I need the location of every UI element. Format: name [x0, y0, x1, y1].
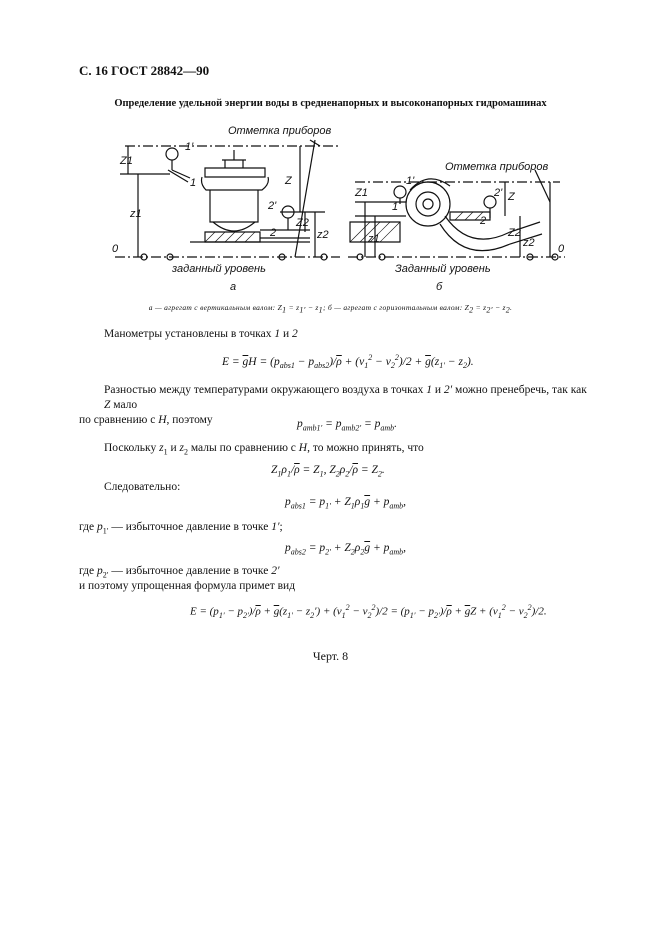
formula-pabs2: $p_{abs2} = p_{2'} + Z_2\rho_2\overline{g} + p_{amb}$,	[285, 542, 406, 557]
paragraph-where-p2: где $p_{2'}$ — избыточное давление в точке 2′	[79, 565, 280, 580]
right-letter: б	[436, 281, 443, 293]
right-dim-z2: z2	[523, 237, 535, 249]
formula-ambient: $p_{amb1'} = p_{amb2'} = p_{amb}$.	[297, 418, 397, 433]
left-dim-Z: Z	[285, 175, 292, 187]
left-level-label: заданный уровень	[172, 263, 266, 275]
figure-title: Определение удельной энергии воды в средненапорных и высоконапорных гидромашинах	[114, 98, 547, 109]
paragraph-manometers: Манометры установлены в точках 1 и 2	[104, 328, 298, 340]
paragraph-where-p1: где $p_{1'}$ — избыточное давление в точке 1′;	[79, 521, 283, 536]
right-dim-Z2: Z2	[508, 227, 521, 239]
right-instrument-label: Отметка приборов	[445, 161, 549, 173]
right-point-2: 2	[480, 215, 487, 227]
right-point-2p: 2'	[494, 187, 503, 199]
drawing-number: Черт. 8	[312, 649, 349, 663]
left-point-2: 2	[270, 227, 277, 239]
right-zero-label: 0	[558, 243, 565, 255]
right-dim-Z1: Z1	[355, 187, 368, 199]
left-dim-Z1: Z1	[120, 155, 133, 167]
left-point-2p: 2'	[268, 200, 277, 212]
left-letter: а	[230, 281, 237, 293]
paragraph-simplified: и поэтому упрощенная формула примет вид	[79, 580, 296, 592]
right-dim-z1: z1	[368, 233, 380, 245]
left-zero-label: 0	[112, 243, 119, 255]
right-point-1: 1	[392, 201, 399, 213]
left-dim-z2: z2	[317, 229, 329, 241]
left-dim-z1: z1	[130, 208, 142, 220]
formula-energy: $E = \overline{g}H = (p_{abs1} - p_{abs2})/\overline{\rho} + (v_1^2 - v_2^2)/2 + \overline{g}(z_{1'} - z_2)$.	[222, 353, 474, 371]
left-point-1: 1	[190, 177, 197, 189]
page-header: С. 16 ГОСТ 28842—90	[79, 63, 210, 78]
formula-z-approx: $Z_1\rho_1/\overline{\rho} = Z_1$, $Z_2\rho_2/\overline{\rho} = Z_2$.	[271, 464, 385, 479]
left-dim-Z2: Z2	[296, 217, 309, 229]
paragraph-therefore: Следовательно:	[104, 481, 181, 493]
right-level-label: Заданный уровень	[395, 263, 491, 275]
formula-pabs1: $p_{abs1} = p_{1'} + Z_1\rho_1\overline{g} + p_{amb}$,	[285, 496, 406, 511]
right-dim-Z: Z	[508, 191, 515, 203]
left-point-1p: 1'	[185, 141, 194, 153]
right-point-1p: 1'	[406, 175, 415, 187]
technical-drawing	[110, 112, 570, 297]
figure-caption: а — агрегат с вертикальным валом: $Z_1 = z_{1'} - z_1$; б — агрегат с горизонтальным валом: $Z_2 = z_{2'} - z_2$.	[148, 303, 513, 315]
left-instrument-label: Отметка приборов	[228, 125, 332, 137]
formula-simplified: $E = (p_{1'} - p_{2'})/\overline{\rho} + \overline{g}(z_{1'} - z_2') + (v_1^2 - v_2^2)/2 = (p_{1'} - p_{2'})/\overline{\rho} + \overline{g}Z + (v_1^2 - v_2^2)/2$.	[190, 603, 547, 620]
paragraph-temperature: Разностью между температурами окружающего воздуха в точках 1 и 2′ можно пренебречь, так как Z мало по сравнению с H, поэтому	[79, 384, 587, 426]
paragraph-small-z: Поскольку $z_1$ и $z_2$ малы по сравнению с H, то можно принять, что	[104, 442, 424, 457]
